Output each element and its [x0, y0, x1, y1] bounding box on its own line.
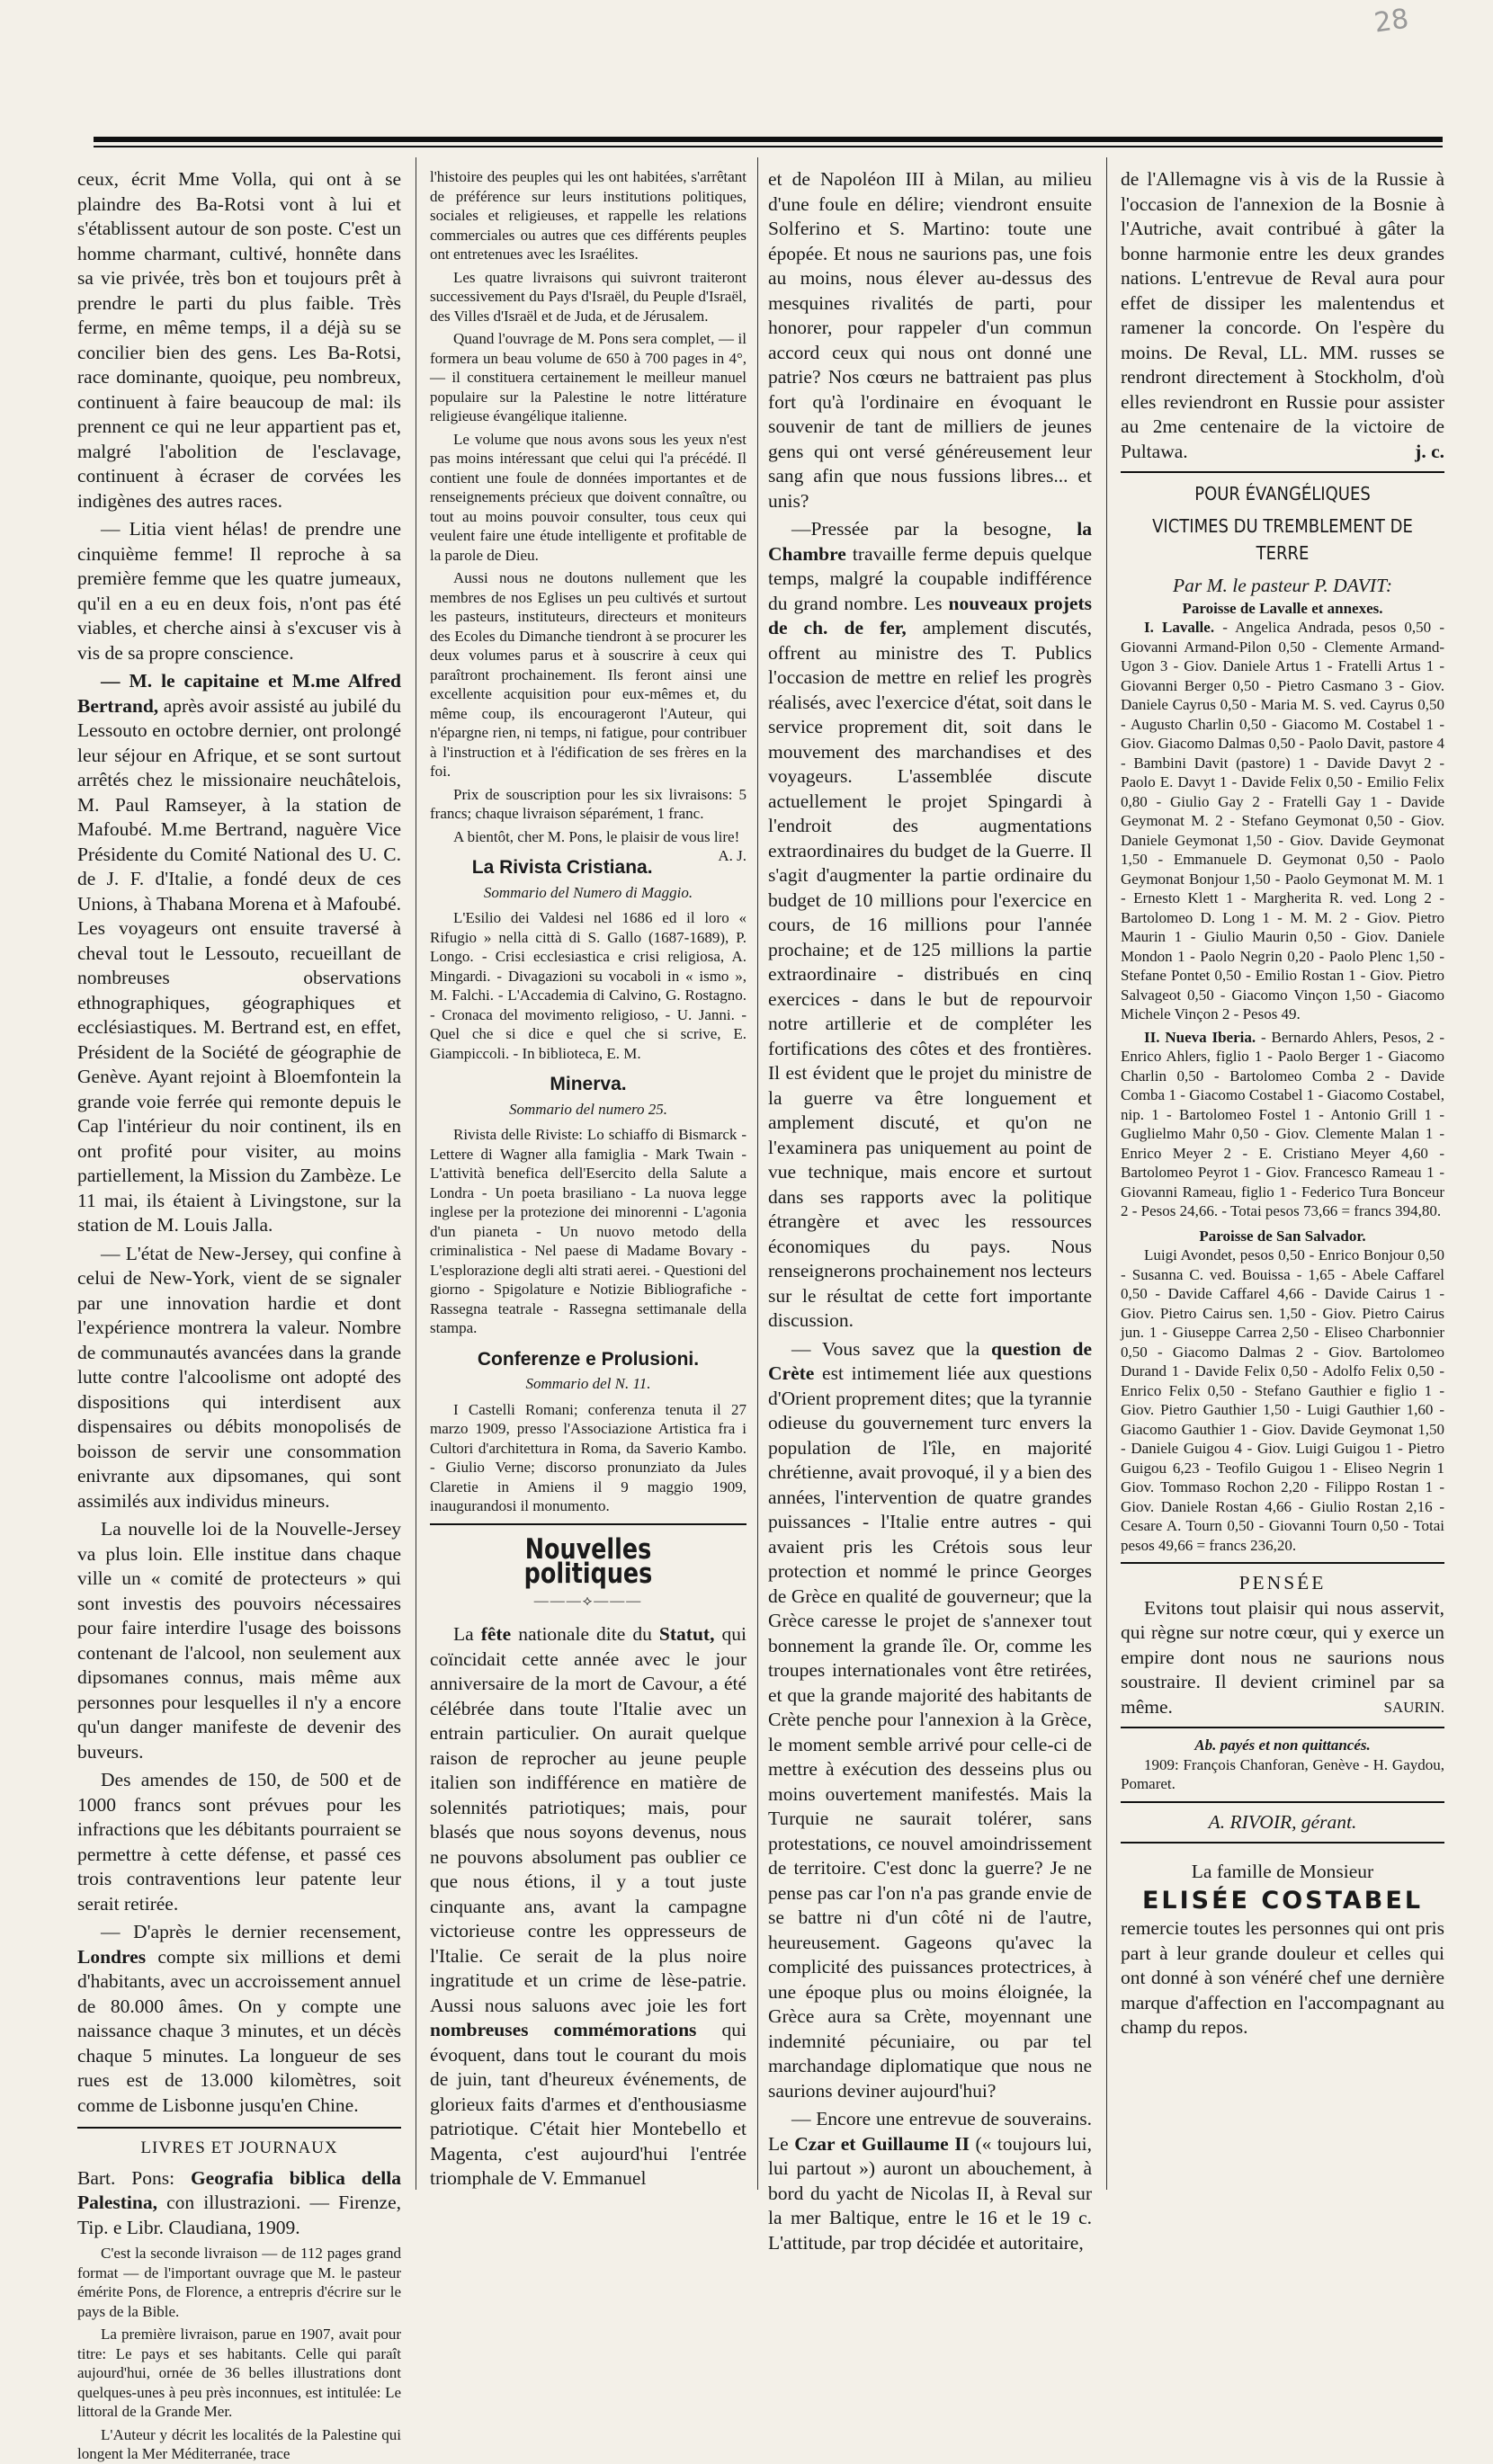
column-divider [757, 157, 758, 2190]
parish-heading: Paroisse de Lavalle et annexes. [1182, 599, 1383, 617]
donor-list: Luigi Avondet, pesos 0,50 - Enrico Bonjour 0,50 - Susanna C. ved. Bouissa - 1,65 - Abele Caffarel 0,50 - Davide Caffarel 4,66 - Davide Cairus 1 - Giov. Pietro Cairus sen. 1,50 - Giov. Pietro Cairus jun. 1 - Giuseppe Carrea 2,50 - Eliseo Charbonnier 0,50 - Giacomo Dalmas 2 - Giov. Bartolomeo Durand 1 - Davide Felix 0,50 - Adolfo Felix 0,50 - Enrico Felix 0,50 - Stefano Gauthier e figlio 1 - Giov. Pietro Gauthier 1,50 - Luigi Gauthier 1,60 - Giacomo Gauthier 1 - Giov. Davide Geymonat 1,50 - Daniele Guigou 4 - Giov. Luigi Guigou 1 - Pietro Guigou 6,23 - Teofilo Guigou 1 - Eliseo Negrin 1 Giov. Tommaso Rochon 2,20 - Filippo Rostan 1 - Giov. Daniele Rostan 4,66 - Giulio Rostan 2,16 - Cesare A. Tourn 0,50 - Giovanni Tourn 0,50 - Totai pesos 49,66 = francs 236,20. [1121, 1246, 1444, 1554]
paragraph: Le volume que nous avons sous les yeux n'est pas moins intéressant que celui qui l'a précédé. Il contient une foule de données importantes et de renseignements précieux que doivent connaître, ou tout au moins pouvoir consulter, tous ceux qui veulent faire une étude intelligente et profitable de la parole de Dieu. [430, 430, 746, 564]
paragraph: La première livraison, parue en 1907, avait pour titre: Le pays et ses habitants. Celle qui paraît aujourd'hui, ornée de 36 belles illustrations dont quelques-unes à peu près inconnues, est intitulée: Le littoral de la Grande Mer. [77, 2326, 401, 2420]
paragraph: — L'état de New-Jersey, qui confine à celui de New-York, vient de se signaler par une innovation hardie et dont l'expérience montrera la valeur. Nombre de communautés avancées dans la grande lutte contre l'alcoolisme ont adopté des dispositions qui interdisent aux dispensaires ou débits monopolisés de boisson de servir une consommation enivrante aux dipsomanes, qui sont assimilés aux individus mineurs. [77, 1242, 401, 1512]
section-heading-nouvelles: Nouvelles politiques [523, 1532, 653, 1590]
divider [430, 1523, 746, 1525]
paragraph: Prix de souscription pour les six livraisons: 5 francs; chaque livraison séparément, 1 franc. [430, 785, 746, 822]
paragraph: Des amendes de 150, de 500 et de 1000 francs sont prévues pour les infractions que les débitants pourraient se permettre à cette défense, et passé ces trois contraventions leur patente leur serait retirée. [77, 1769, 401, 1915]
paragraph: — Litia vient hélas! de prendre une cinquième femme! Il reproche à sa première femme que les quatre jumeaux, qu'il en a eu en deux fois, n'ont pas été viables, et cherche ainsi à s'excuser vis à vis de sa propre conscience. [77, 518, 401, 664]
divider [1121, 1562, 1444, 1564]
paragraph: C'est la seconde livraison — de 112 pages grand format — de l'important ouvrage que M. le pasteur émérite Pons, de Florence, a entrepris d'écrire sur le pays de la Bible. [77, 2245, 401, 2320]
notice-name: ELISÉE COSTABEL [1141, 1886, 1424, 1915]
book-entry: Bart. Pons: Geografia biblica della Palestina, con illustrazioni. — Firenze, Tip. e Libr. Claudiana, 1909. [77, 2166, 401, 2238]
paragraph: — Vous savez que la question de Crète est intimement liée aux questions d'Orient proprement dites; que la tyrannie odieuse du gouvernement turc envers la population de l'île, en majorité chrétienne, avait provoqué, il y a bien des années, l'intervention de quatre grandes puissances - l'Italie entre autres - qui avaient pris les Crétois sous leur protection et nommé le prince Georges de Grèce en qualité de gouverneur; que la Grèce caresse le projet de s'annexer tout bonnement la grande île. Or, comme les troupes internationales vont être retirées, et que la grande majorité des habitants de Crète penche pour l'annexion à la Grèce, le moment semble arrivé pour celle-ci de mettre à exécution des desseins plus ou moins ouvertement manifestés. Mais la Turquie ne saurait tolérer, sans protestations, ce nouvel amoindrissement de territoire. C'est donc la guerre? Je ne pense pas car l'on n'a pas grande envie de se battre ni d'un côté ni de l'autre, heureusement. Gageons qu'avec la complicité des puissances protectrices, à une époque plus ou moins éloignée, la Grèce aura sa Crète, moyennant une indemnité pécuniaire, ou par tel marchandage diplomatique que nous ne saurions deviner aujourd'hui? [768, 1337, 1092, 2102]
bold-lead: — M. le capitaine et M.me Alfred Bertrand, [77, 670, 401, 717]
section-heading: Minerva. Sommario del numero 25. [509, 1074, 667, 1118]
paragraph: Aussi nous ne doutons nullement que les membres de nos Eglises un peu cultivés et surtout les pasteurs, instituteurs, directeurs et moniteurs des Ecoles du Dimanche tiendront à se procurer les deux volumes parus et à souscrire à ceux qui paraîtront prochainement. Ils feront ainsi une excellente acquisition pour eux-mêmes et, du même coup, ils encourageront l'Auteur, qui n'épargne rien, ni temps, ni fatigue, pour contribuer à l'instruction et à l'édification de ses frères en la foi. [430, 569, 746, 780]
page-number: 28 [1372, 3, 1411, 40]
paragraph: I Castelli Romani; conferenza tenuta il 27 marzo 1909, presso l'Associazione Artistica fra i Cultori d'architettura in Roma, da Saverio Kambo. - Giulio Verne; discorso pronunziato da Jules Claretie in Amiens il 9 maggio 1909, inaugurandosi il monumento. [430, 1400, 746, 1514]
column-4 [1121, 167, 1444, 2191]
section-heading: Ab. payés et non quittancés. [1194, 1736, 1371, 1754]
top-rule-thin [94, 146, 1443, 147]
gerant: A. RIVOIR, gérant. [1208, 1810, 1357, 1833]
parish-heading: Paroisse de San Salvador. [1199, 1227, 1366, 1245]
paragraph: La fête nationale dite du Statut, qui coïncidait cette année avec le jour anniversaire de la mort de Cavour, a été célébrée dans toute l'Italie avec un entrain particulier. On aurait quelque raison de reprocher au jeune peuple italien son indifférence en matière de solennités patriotiques; mais, pour blasés que nous soyons devenus, nous ne pouvons absolument pas oublier ce que nous étions, il y a tout juste cinquante ans, avant la campagne victorieuse contre les oppresseurs de l'Italie. Ce serait de la plus noire ingratitude et un crime de lèse-patrie. Aussi nous saluons avec joie les fort nombreuses commémorations qui évoquent, dans tout le courant du mois de juin, tant d'heureux événements, de glorieux faits d'armes et d'enthousiasme patriotique. C'était hier Montebello et Magenta, c'est aujourd'hui l'entrée triomphale de V. Emmanuel [430, 1623, 746, 2189]
notice-line: La famille de Monsieur [1191, 1861, 1374, 1882]
column-3 [768, 167, 1092, 2254]
donor-list: II. Nueva Iberia. - Bernardo Ahlers, Pesos, 2 - Enrico Ahlers, figlio 1 - Paolo Berger 1 - Giacomo Charlin 0,50 - Bartolomeo Comba 2 - Davide Comba 1 - Giacomo Costabel 1 - Giacomo Costabel, nip. 1 - Bartolomeo Fostel 1 - Antonio Grill 1 - Guglielmo Mahr 0,50 - Giov. Clemente Malan 1 - Enrico Meyer 2 - E. Cristiano Meyer 4,60 - Bartolomeo Peyrot 1 - Giov. Francesco Rameau 1 - Giovanni Rameau, figlio 1 - Federico Tura Bonceur 2 - Pesos 24,66. - Totai pesos 73,66 = francs 394,80. [1121, 1028, 1444, 1219]
divider [1121, 1727, 1444, 1728]
ornament: ———⟡——— [533, 1593, 643, 1609]
paragraph: — M. le capitaine et M.me Alfred Bertrand, après avoir assisté au jubilé du Lessouto en octobre dernier, ont prolongé leur séjour en Afrique, et se sont surtout arrêtés chez le missionaire neuchâtelois, M. Paul Ramseyer, à la station de Mafoubé. M.me Bertrand, naguère Vice Présidente du Comité National des U. C. de J. F. d'Italie, a fondé deux de ces Unions, à Thabana Morena et à Mafoubé. Les voyageurs ont ensuite traversé à cheval tout le Lessouto, recueillant de nombreuses observations ethnographiques, géographiques et ecclésiastiques. M. Bertrand est, en effet, Président de la Société de géographie de Genève. Ayant rejoint à Bloemfontein la grande voie ferrée qui remonte depuis le Cap l'intérieur du noir continent, ils en ont profité pour visiter, au moins partiellement, la Mission du Zambèze. Le 11 mai, ils étaient à Livingstone, sur la station de M. Louis Jalla. [77, 670, 401, 1236]
donor-list: I. Lavalle. - Angelica Andrada, pesos 0,50 - Giovanni Armand-Pilon 0,50 - Clemente Armand-Ugon 3 - Giov. Daniele Artus 1 - Fratelli Artus 1 - Giovanni Berger 0,50 - Pietro Casmano 3 - Giov. Daniele Cayrus 0,50 - Maria M. S. ved. Cayrus 0,50 - Augusto Charlin 0,50 - Giacomo M. Costabel 1 - Giov. Giacomo Dalmas 0,50 - Paolo Davit, pastore 4 - Bambini Davit (pastore) 1 - Davide Davyt 2 - Paolo E. Davyt 1 - Davide Felix 0,50 - Emilio Felix 0,80 - Giulio Gay 2 - Fratelli Gay 1 - Davide Geymonat M. 2 - Stefano Geymonat 0,50 - Giov. Daniele Geymonat 1,50 - Giov. Davide Geymonat 1,50 - Emmanuele D. Geymonat 0,50 - Paolo Geymonat Bonjour 1,50 - Paolo Geymonat M. M. 1 - Ernesto Klett 1 - Margherita R. ved. Long 2 - Bartolomeo D. Long 1 - M. M. 2 - Giov. Pietro Maurin 1 - Giulio Maurin 0,50 - Giov. Daniele Mondon 1 - Paolo Negrin 0,20 - Paolo Plenc 1,50 - Stefane Pontet 0,50 - Emilio Rostan 1 - Giov. Pietro Salvageot 0,50 - Giacomo Vinçon 1,50 - Giacomo Michele Vinçon 2 - Pesos 49. [1121, 619, 1444, 1022]
paragraph: Evitons tout plaisir qui nous asservit, qui règne sur notre cœur, qui y exerce un empire dont nous ne saurions nous soustraire. Il devient criminel par sa même. SAURIN. [1121, 1596, 1444, 1720]
paragraph: Les quatre livraisons qui suivront traiteront successivement du Pays d'Israël, du Peuple d'Israël, des Villes d'Israël et de Juda, et de Jérusalem. [430, 268, 746, 325]
paragraph: ceux, écrit Mme Volla, qui ont à se plaindre des Ba-Rotsi vont à lui et s'établissent autour de son poste. C'est un homme charmant, cultivé, honnête dans sa vie privée, très bon et toujours prêt à prendre le parti du plus faible. Très ferme, en même temps, il a déjà su se concilier bien des gens. Les Ba-Rotsi, race dominante, quoique, peu nombreux, continuent à faire beaucoup de mal: ils prennent ce qui ne leur appartient pas et, malgré l'abolition de l'esclavage, continuent à écraser de corvées les indigènes des autres races. [77, 168, 401, 512]
paragraph: Rivista delle Riviste: Lo schiaffo di Bismarck - Lettere di Wagner alla famiglia - Mark Twain - L'attività benefica dell'Esercito della Salute a Londra - Un poeta brasiliano - La nuova legge inglese per la protezione dei minorenni - L'agonia d'un pianeta - Un nuovo metodo della criminalistica - Nel paese di Madame Bovary - L'esplorazione degli alti strati aerei. - Questioni del giorno - Spigolature e Notizie Bibliografiche - Rassegna teatrale - Rassegna settimanale della stampa. [430, 1126, 746, 1336]
paragraph: L'Esilio dei Valdesi nel 1686 ed il loro « Rifugio » nella città di S. Gallo (1687-1689), P. Longo. - Crisi ecclesiastica e crisi religiosa, A. Mingardi. - Divagazioni su vocaboli in « ismo », M. Falchi. - L'Accademia di Calvino, G. Rostagno. - Cronaca del movimento religioso, - U. Janni. - Quel che si dice e quel che si scrive, E. Giampiccoli. - In biblioteca, E. M. [430, 909, 746, 1062]
section-heading: La Rivista Cristiana. Sommario del Numero di Maggio. [471, 857, 693, 901]
byline: Par M. le pasteur P. DAVIT: [1173, 575, 1392, 596]
section-heading: LIVRES ET JOURNAUX [77, 2127, 401, 2161]
paragraph: Quand l'ouvrage de M. Pons sera complet, — il formera un beau volume de 650 à 700 pages in 4°, — il constituera certainement le meilleur manuel populaire sur la Palestine le notre littérature religieuse évangélique italienne. [430, 330, 746, 424]
section-heading: POUR ÉVANGÉLIQUES [1194, 483, 1371, 504]
divider [1121, 1842, 1444, 1844]
paragraph: — D'après le dernier recensement, Londres compte six millions et demi d'habitants, avec un accroissement annuel de 80.000 âmes. On y compte une naissance chaque 3 minutes, et un décès chaque 5 minutes. La longueur de ses rues est de 13.000 kilomètres, soit comme de Lisbonne jusqu'en Chine. [77, 1921, 401, 2116]
paragraph: A bientôt, cher M. Pons, le plaisir de vous lire! A. J. [453, 827, 746, 864]
paragraph: —Pressée par la besogne, la Chambre travaille ferme depuis quelque temps, malgré la coupable indifférence du grand nombre. Les nouveaux projets de ch. de fer, amplement discutés, offrent au ministre des T. Publics l'occasion de mettre en relief les progrès réalisés, avec l'exercice d'état, soit dans le service proprement dit, soit dans le mouvement des marchandises et des voyageurs. L'assemblée discute actuellement le projet Spingardi à l'endroit des augmentations extraordinaires du budget de la Guerre. Il s'agit d'augmenter la partie ordinaire du budget de 10 millions pour l'exercice en cours, de 16 millions pour l'année prochaine; et de 125 millions la partie extraordinaire - distribués en cinq exercices - dans le but de repourvoir notre artillerie et de compléter les fortifications des côtes et des frontières. Il est évident que le projet du ministre de la guerre va être longuement et amplement discuté, et qu'on ne l'examinera pas uniquement au point de vue technique, mais encore et surtout dans ses rapports avec la politique étrangère et avec les ressources économiques du pays. Nous renseignerons prochainement nos lecteurs sur le résultat de cette fort importante discussion. [768, 518, 1092, 1331]
column-divider [1106, 157, 1107, 2190]
signature: j. c. [1415, 440, 1444, 462]
section-heading: Conferenze e Prolusioni. Sommario del N. 11. [477, 1348, 700, 1392]
paragraph: L'Auteur y décrit les localités de la Palestine qui longent la Mer Méditerranée, trace [77, 2425, 401, 2462]
paragraph: La nouvelle loi de la Nouvelle-Jersey va plus loin. Elle institue dans chaque ville un « comité de protecteurs » qui sont investis des pouvoirs nécessaires pour faire interdire l'usage des boissons contenant de l'alcool, non seulement aux dipsomanes connus, mais même aux personnes pour lesquelles il n'y a encore qu'un danger manifeste de devenir des buveurs. [77, 1518, 401, 1763]
top-rule [94, 137, 1443, 142]
paragraph: remercie toutes les personnes qui ont pris part à leur grande douleur et celles qui ont donné à son vénéré chef une dernière marque d'affection en l'accompagnant au champ du repos. [1121, 1917, 1444, 2038]
paragraph: l'histoire des peuples qui les ont habitées, s'arrêtant de préférence sur leurs institutions politiques, sociales et religieuses, et rappelle les relations commerciales ou autres que ces différents peuples ont entretenues avec les Israélites. [430, 168, 746, 263]
column-1 [77, 167, 401, 2462]
signature: SAURIN. [1383, 1698, 1444, 1716]
paragraph: 1909: François Chanforan, Genève - H. Gaydou, Pomaret. [1121, 1755, 1444, 1792]
divider [1121, 1801, 1444, 1803]
paragraph: de l'Allemagne vis à vis de la Russie à l'occasion de l'annexion de la Bosnie à l'Autriche, avait contribué à gâter la bonne harmonie entre les deux grandes nations. L'entrevue de Reval aura pour effet de dissiper les malentendus et ramener la concorde. On l'espère du moins. De Reval, LL. MM. russes se rendront directement à Stockholm, d'où elles reviendront en Russie pour assister au 2me centenaire de la victoire de Pultawa. j. c. [1121, 167, 1444, 464]
column-2 [430, 167, 746, 2191]
section-heading: VICTIMES DU TREMBLEMENT DE TERRE [1152, 515, 1413, 564]
paragraph: — Encore une entrevue de souverains. Le Czar et Guillaume II (« toujours lui, lui partout ») auront un abouchement, à bord du yacht de Nicolas II, à Reval sur la mer Baltique, entre le 16 et le 19 c. L'attitude, par trop décidée et autoritaire, [768, 2108, 1092, 2254]
paragraph: et de Napoléon III à Milan, au milieu d'une foule en délire; viendront ensuite Solferino et S. Martino: toute une épopée. Et nous ne saurions pas, une fois au moins, nous élever au-dessus des mesquines rivalités de parti, pour honorer, pour rappeler d'un commun accord ceux qui nous ont donné une patrie? Nos cœurs ne battraient pas plus fort qu'à l'ordinaire en évoquant le souvenir de tant de milliers de jeunes gens qui ont versé généreusement leur sang afin que nous fussions libres... et unis? [768, 168, 1092, 512]
divider [1121, 471, 1444, 473]
signature: A. J. [718, 847, 746, 864]
section-heading: PENSÉE [1238, 1572, 1327, 1594]
